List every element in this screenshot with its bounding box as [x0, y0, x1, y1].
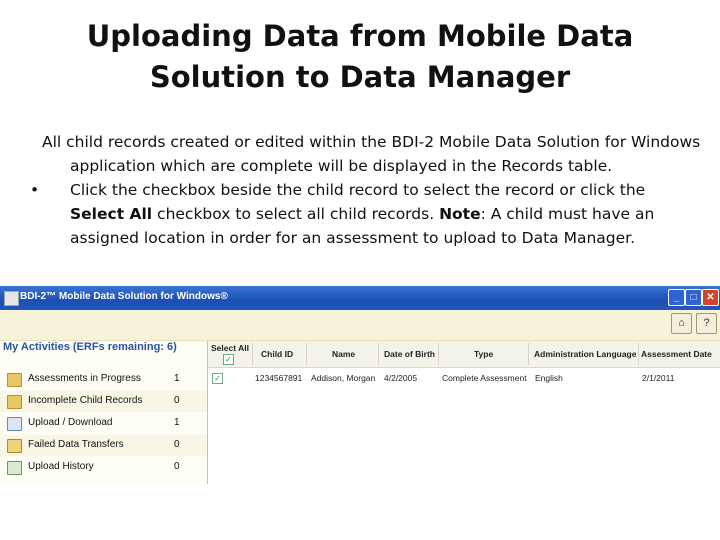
upload-download-icon: [7, 417, 22, 431]
app-icon: [4, 291, 19, 306]
column-divider: [252, 343, 253, 365]
cell-date-of-birth: 4/2/2005: [384, 373, 418, 383]
sidebar: [0, 341, 208, 484]
column-divider: [306, 343, 307, 365]
sidebar-item-count: 0: [174, 395, 180, 406]
table-header: [208, 341, 720, 368]
select-all-checkbox[interactable]: ✓: [223, 354, 234, 365]
window-titlebar[interactable]: [0, 286, 720, 310]
column-divider: [528, 343, 529, 365]
app-window: [0, 286, 720, 486]
column-header-assessment-date[interactable]: Assessment Date: [641, 349, 712, 359]
cell-assessment-date: 2/1/2011: [642, 373, 675, 383]
sidebar-item-label: Failed Data Transfers: [28, 439, 124, 450]
slide-title: [0, 16, 720, 98]
sidebar-item-label: Upload / Download: [28, 417, 113, 428]
column-divider: [638, 343, 639, 365]
folder-icon: [7, 373, 22, 387]
column-divider: [378, 343, 379, 365]
column-header-child-id[interactable]: Child ID: [261, 349, 294, 359]
sidebar-item-label: Assessments in Progress: [28, 373, 141, 384]
bullet-text-2: checkbox to select all child records.: [152, 205, 440, 223]
row-checkbox[interactable]: ✓: [212, 373, 223, 384]
sidebar-item-label: Upload History: [28, 461, 94, 472]
activities-heading: My Activities (ERFs remaining: 6): [3, 341, 177, 353]
sidebar-item-assessments-in-progress[interactable]: [0, 369, 207, 390]
bullet-text-3: : A child must have an assigned location in order for an assessment to upload to Data Manager.: [70, 205, 655, 247]
bullet-text-1: Click the checkbox beside the child record to select the record or click the: [70, 181, 646, 199]
cell-administration-language: English: [535, 373, 563, 383]
window-title: BDI-2™ Mobile Data Solution for Windows®: [20, 291, 228, 302]
sidebar-item-count: 1: [174, 417, 180, 428]
slide-title-line-2: Solution to Data Manager: [149, 60, 571, 94]
sidebar-item-count: 0: [174, 439, 180, 450]
column-header-type[interactable]: Type: [474, 349, 494, 359]
select-all-label: Select All: [211, 343, 249, 353]
minimize-button[interactable]: _: [668, 289, 685, 306]
column-divider: [438, 343, 439, 365]
home-icon[interactable]: ⌂: [671, 313, 692, 334]
sidebar-item-count: 0: [174, 461, 180, 472]
bullet-bold-select-all: Select All: [70, 205, 153, 223]
records-table: [208, 341, 720, 484]
cell-name: Addison, Morgan: [311, 373, 376, 383]
table-row[interactable]: [208, 368, 720, 386]
help-icon[interactable]: ?: [696, 313, 717, 334]
cell-type: Complete Assessment: [442, 373, 527, 383]
close-button[interactable]: ✕: [702, 289, 719, 306]
column-header-name[interactable]: Name: [332, 349, 356, 359]
history-icon: [7, 461, 22, 475]
sidebar-item-upload-download[interactable]: [0, 413, 207, 434]
column-header-administration-language[interactable]: Administration Language: [534, 349, 637, 359]
sidebar-item-incomplete-child-records[interactable]: [0, 391, 207, 412]
sidebar-item-count: 1: [174, 373, 180, 384]
sidebar-item-upload-history[interactable]: [0, 457, 207, 478]
toolbar: [0, 310, 720, 341]
cell-child-id: 1234567891: [255, 373, 303, 383]
maximize-button[interactable]: □: [685, 289, 702, 306]
instruction-bullet: [30, 178, 702, 250]
column-header-date-of-birth[interactable]: Date of Birth: [384, 349, 435, 359]
failed-transfer-icon: [7, 439, 22, 453]
bullet-marker: •: [30, 181, 40, 199]
intro-paragraph: All child records created or edited within the BDI-2 Mobile Data Solution for Windows application which are complete will be displayed in the Records table.: [42, 133, 701, 175]
slide-title-line-1: Uploading Data from Mobile Data: [86, 19, 634, 53]
folder-icon: [7, 395, 22, 409]
sidebar-item-label: Incomplete Child Records: [28, 395, 143, 406]
sidebar-item-failed-data-transfers[interactable]: [0, 435, 207, 456]
slide-body: [30, 130, 702, 250]
bullet-bold-note: Note: [439, 205, 481, 223]
